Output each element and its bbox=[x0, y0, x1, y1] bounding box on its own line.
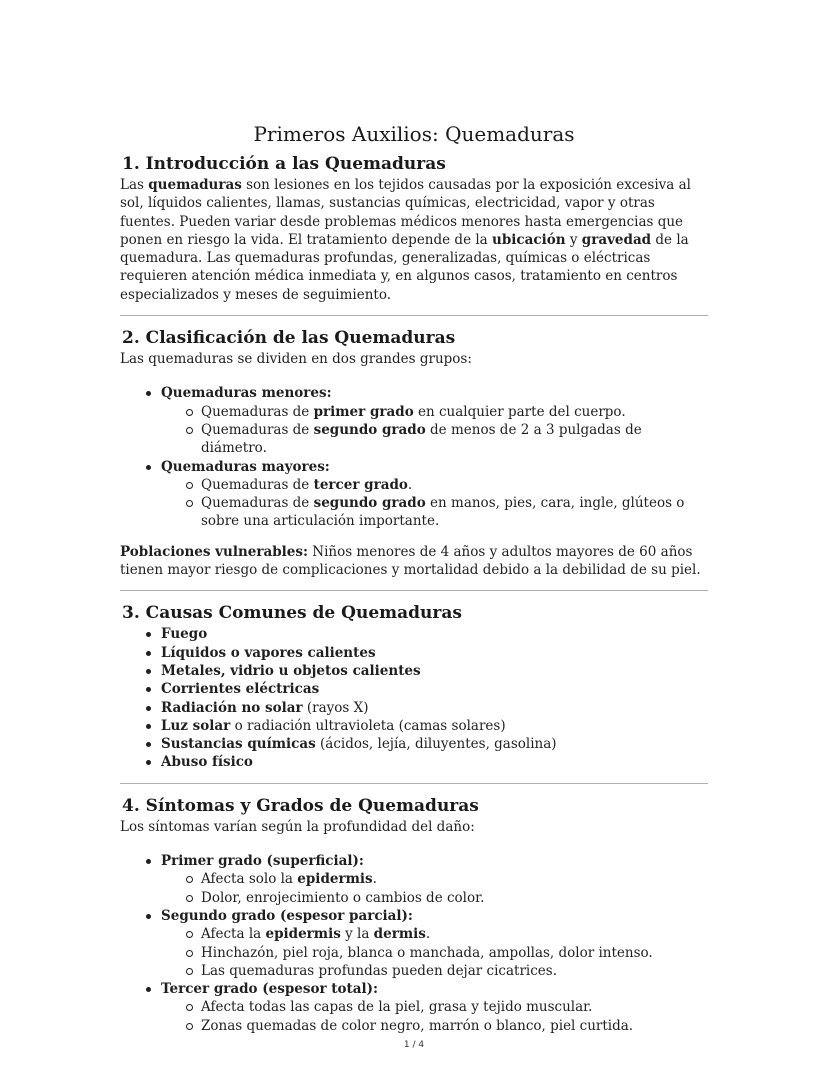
sintomas-list bbox=[120, 852, 708, 1035]
section-heading-introduccion: 1. Introducción a las Quemaduras bbox=[122, 154, 446, 174]
list-item: Quemaduras de segundo grado en manos, pies, cara, ingle, glúteos o sobre una articulación importante. bbox=[201, 494, 708, 531]
list-item: Primer grado (superficial): Afecta solo la epidermis. Dolor, enrojecimiento o cambios de color. bbox=[161, 852, 708, 907]
list-item: Hinchazón, piel roja, blanca o manchada, ampollas, dolor intenso. bbox=[201, 944, 708, 962]
list-item: Dolor, enrojecimiento o cambios de color. bbox=[201, 889, 708, 907]
section-heading-causas: 3. Causas Comunes de Quemaduras bbox=[122, 603, 462, 624]
list-item: Fuego bbox=[161, 625, 708, 643]
list-item: Afecta la epidermis y la dermis. bbox=[201, 925, 708, 943]
page-number: 1 / 4 bbox=[403, 1040, 425, 1050]
section-divider bbox=[120, 783, 708, 784]
list-item: Tercer grado (espesor total): Afecta todas las capas de la piel, grasa y tejido muscular. Zonas quemadas de color negro, marrón o blanco, piel curtida. bbox=[161, 980, 708, 1035]
list-item: Sustancias químicas (ácidos, lejía, diluyentes, gasolina) bbox=[161, 735, 708, 753]
list-item: Segundo grado (espesor parcial): Afecta la epidermis y la dermis. Hinchazón, piel roja, blanca o manchada, ampollas, dolor intenso. Las quemaduras profundas pueden dejar cicatrices. bbox=[161, 907, 708, 980]
list-item: Luz solar o radiación ultravioleta (camas solares) bbox=[161, 717, 708, 735]
list-item: Metales, vidrio u objetos calientes bbox=[161, 662, 708, 680]
poblaciones-vulnerables-note: Poblaciones vulnerables: Niños menores de 4 años y adultos mayores de 60 años tienen mayor riesgo de complicaciones y mortalidad debido a la debilidad de su piel. bbox=[120, 543, 701, 579]
document-page bbox=[120, 120, 708, 1035]
clasificacion-list bbox=[120, 384, 708, 530]
list-item: Quemaduras menores: Quemaduras de primer grado en cualquier parte del cuerpo. Quemaduras de segundo grado de menos de 2 a 3 pulgadas de diámetro. bbox=[161, 384, 708, 457]
clasificacion-intro: Las quemaduras se dividen en dos grandes grupos: bbox=[120, 351, 472, 368]
list-item: Quemaduras mayores: Quemaduras de tercer grado. Quemaduras de segundo grado en manos, pies, cara, ingle, glúteos o sobre una articulación importante. bbox=[161, 458, 708, 531]
list-item: Quemaduras de tercer grado. bbox=[201, 476, 708, 494]
list-item: Afecta todas las capas de la piel, grasa y tejido muscular. bbox=[201, 998, 708, 1016]
list-item: Líquidos o vapores calientes bbox=[161, 644, 708, 662]
section-heading-clasificacion: 2. Clasificación de las Quemaduras bbox=[122, 328, 456, 349]
list-item: Quemaduras de segundo grado de menos de 2 a 3 pulgadas de diámetro. bbox=[201, 421, 708, 458]
document-title: Primeros Auxilios: Quemaduras bbox=[253, 122, 575, 146]
section-heading-sintomas: 4. Síntomas y Grados de Quemaduras bbox=[122, 795, 479, 816]
list-item: Zonas quemadas de color negro, marrón o blanco, piel curtida. bbox=[201, 1017, 708, 1035]
list-item: Afecta solo la epidermis. bbox=[201, 870, 708, 888]
list-item: Quemaduras de primer grado en cualquier parte del cuerpo. bbox=[201, 403, 708, 421]
list-item: Corrientes eléctricas bbox=[161, 680, 708, 698]
list-item: Abuso físico bbox=[161, 753, 708, 771]
intro-paragraph: Las quemaduras son lesiones en los tejidos causadas por la exposición excesiva al sol, líquidos calientes, llamas, sustancias químicas, electricidad, vapor y otras fuentes. Pueden variar desde problemas médicos menores hasta emergencias que ponen en riesgo la vida. El tratamiento depende de la ubicación y gravedad de la quemadura. Las quemaduras profundas, generalizadas, químicas o eléctricas requieren atención médica inmediata y, en algunos casos, tratamiento en centros especializados y meses de seguimiento. bbox=[120, 177, 691, 303]
causas-list bbox=[120, 625, 708, 771]
section-divider bbox=[120, 315, 708, 316]
section-divider bbox=[120, 590, 708, 591]
sintomas-intro: Los síntomas varían según la profundidad del daño: bbox=[120, 818, 475, 835]
list-item: Las quemaduras profundas pueden dejar cicatrices. bbox=[201, 962, 708, 980]
list-item: Radiación no solar (rayos X) bbox=[161, 699, 708, 717]
